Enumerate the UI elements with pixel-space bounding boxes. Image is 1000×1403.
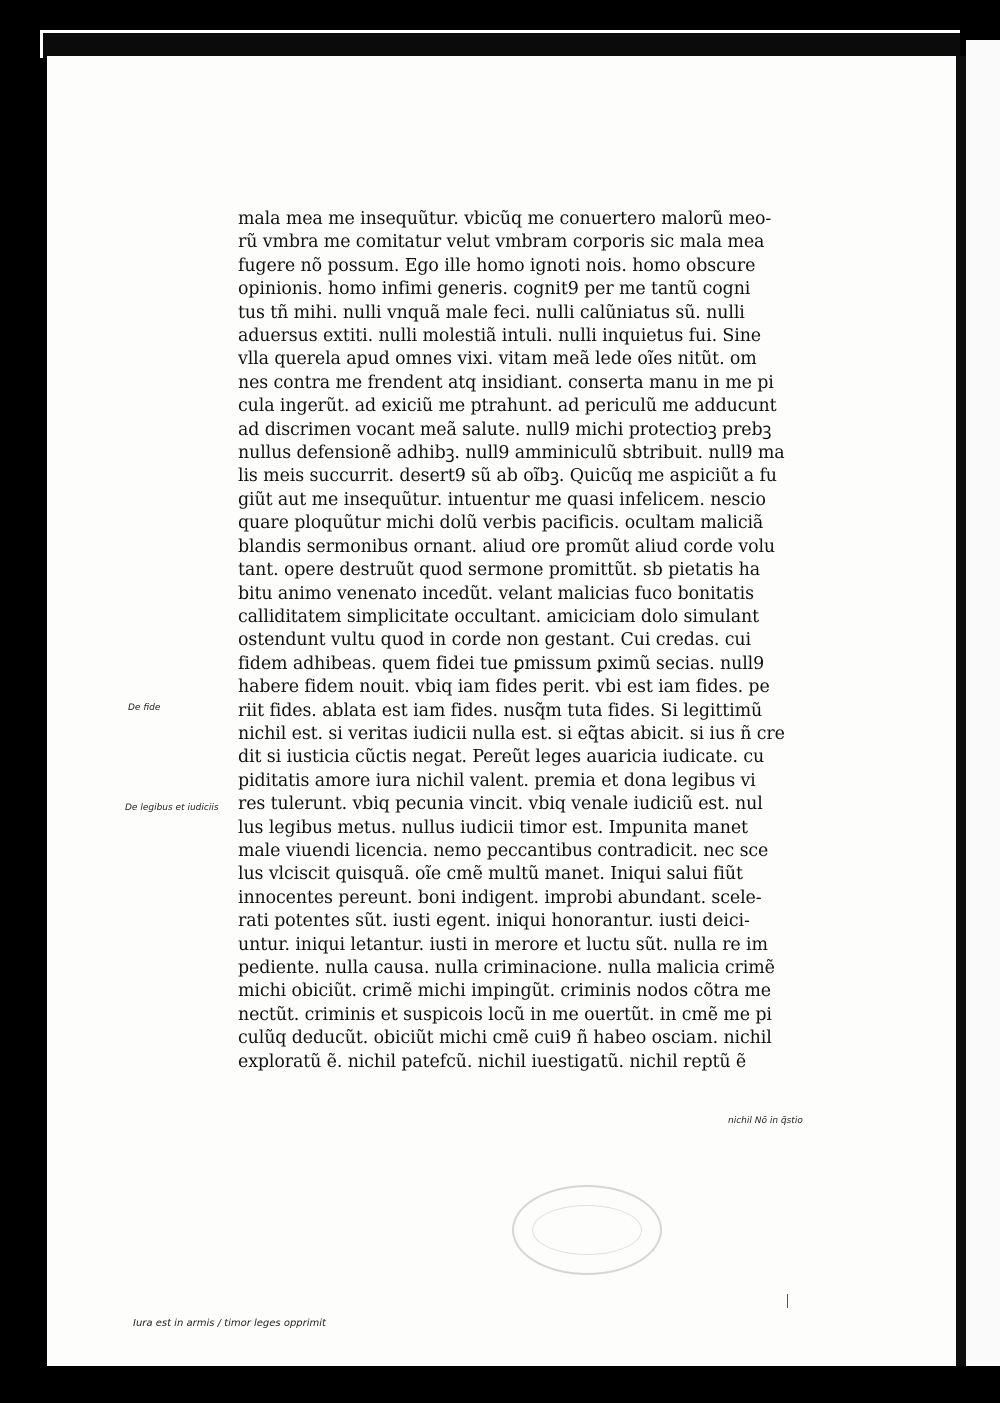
- page-right-edge: [954, 56, 966, 1366]
- marginal-note-bottom-right: nichil Nõ in q̃stio: [728, 1116, 803, 1126]
- text-line: dit si iusticia cũctis negat. Pereũt leges auaricia iudicate. cu: [238, 747, 765, 768]
- text-line: lus vlciscit quisquã. oĩe cmẽ multũ manet. Iniqui salui fiũt: [238, 864, 743, 885]
- text-line: habere fidem nouit. vbiq iam fides perit. vbi est iam fides. pe: [238, 677, 770, 698]
- text-line: aduersus extiti. nulli molestiã intuli. nulli inquietus fui. Sine: [238, 326, 761, 347]
- text-line: blandis sermonibus ornant. aliud ore promũt aliud corde volu: [238, 536, 776, 557]
- text-line: piditatis amore iura nichil valent. premia et dona legibus vi: [238, 770, 756, 791]
- text-line: ostendunt vultu quod in corde non gestant. Cui credas. cui: [238, 630, 751, 651]
- text-line: quare ploquũtur michi dolũ verbis pacificis. ocultam maliciã: [238, 513, 764, 534]
- adjacent-page-edge: [966, 40, 1000, 1403]
- text-line: bitu animo venenato incedũt. velant malicias fuco bonitatis: [238, 583, 754, 604]
- text-line: riit fides. ablata est iam fides. nusq̃m tuta fides. Si legittimũ: [238, 700, 763, 721]
- text-line: untur. iniqui letantur. iusti in merore et luctu sũt. nulla re im: [238, 934, 768, 955]
- text-line: pediente. nulla causa. nulla criminacione. nulla malicia crimẽ: [238, 958, 775, 978]
- text-line: michi obiciũt. crimẽ michi impingũt. criminis nodos cõtra me: [238, 981, 771, 1002]
- marginal-note-fide: De fide: [128, 703, 161, 713]
- text-line: nichil est. si veritas iudicii nulla est. si eq̃tas abicit. si ius ñ cre: [238, 723, 785, 744]
- page-tick-mark: [787, 1294, 788, 1308]
- page-top-edge: [40, 30, 960, 58]
- bottom-band: [0, 1366, 1000, 1403]
- text-line: lus legibus metus. nullus iudicii timor est. Impunita manet: [238, 817, 748, 838]
- text-line: cula ingerũt. ad exiciũ me ptrahunt. ad periculũ me adducunt: [238, 396, 777, 417]
- marginal-note-foot: Iura est in armis / timor leges opprimit: [133, 1318, 326, 1329]
- text-line: nullus defensionẽ adhibꝫ. null9 amminiculũ sbtribuit. null9 ma: [238, 443, 785, 464]
- text-line: nectũt. criminis et suspicois locũ in me ouertũt. in cmẽ me pi: [238, 1004, 772, 1025]
- text-line: res tulerunt. vbiq pecunia vincit. vbiq venale iudiciũ est. nul: [238, 794, 763, 815]
- text-line: nes contra me frendent atq insidiant. conserta manu in me pi: [238, 372, 774, 393]
- text-line: ad discrimen vocant meã salute. null9 michi protectioꝫ prebꝫ: [238, 419, 772, 440]
- text-line: exploratũ ẽ. nichil patefcũ. nichil iuestigatũ. nichil reptũ ẽ: [238, 1051, 747, 1072]
- text-line: vlla querela apud omnes vixi. vitam meã lede oĩes nitũt. om: [238, 349, 757, 370]
- library-stamp: [512, 1185, 662, 1275]
- marginal-note-legibus: De legibus et iudiciis: [125, 803, 219, 813]
- text-line: mala mea me insequũtur. vbicũq me conuertero malorũ meo-: [238, 209, 772, 229]
- text-line: rati potentes sũt. iusti egent. iniqui honorantur. iusti deici-: [238, 911, 750, 932]
- text-line: fidem adhibeas. quem fidei tue ꝑmissum ꝑximũ secias. null9: [238, 653, 765, 674]
- main-text-block: [238, 208, 828, 1074]
- text-line: culũq deducũt. obiciũt michi cmẽ cui9 ñ habeo osciam. nichil: [238, 1028, 772, 1049]
- text-line: rũ vmbra me comitatur velut vmbram corporis sic mala mea: [238, 232, 765, 253]
- text-line: tus tñ mihi. nulli vnquã male feci. nulli calũniatus sũ. nulli: [238, 302, 745, 323]
- text-line: fugere nõ possum. Ego ille homo ignoti nois. homo obscure: [238, 255, 756, 276]
- text-line: innocentes pereunt. boni indigent. improbi abundant. scele-: [238, 887, 762, 908]
- text-line: tant. opere destruũt quod sermone promittũt. sb pietatis ha: [238, 560, 760, 581]
- text-line: male viuendi licencia. nemo peccantibus contradicit. nec sce: [238, 840, 769, 861]
- text-line: calliditatem simplicitate occultant. amiciciam dolo simulant: [238, 606, 760, 627]
- text-line: opinionis. homo infimi generis. cognit9 per me tantũ cogni: [238, 279, 751, 300]
- text-line: giũt aut me insequũtur. intuentur me quasi infelicem. nescio: [238, 489, 766, 510]
- text-line: lis meis succurrit. desert9 sũ ab oĩbꝫ. Quicũq me aspiciũt a fu: [238, 466, 777, 487]
